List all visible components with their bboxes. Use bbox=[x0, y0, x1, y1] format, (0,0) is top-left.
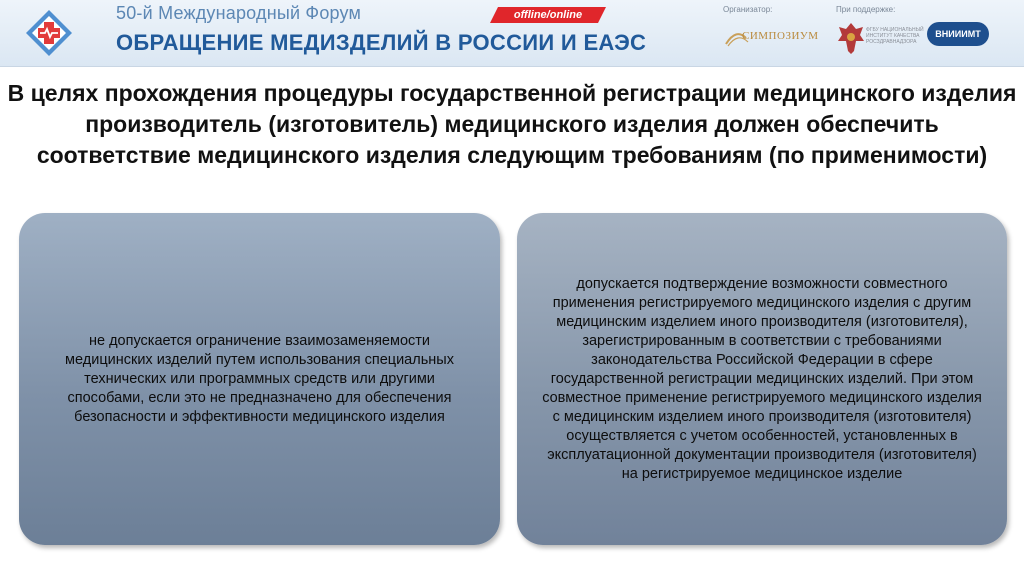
requirement-text-right: допускается подтверждение возможности совместного применения регистрируемого медицинского изделия с другим медицинским изделием иного производителя (изготовителя), зарегистрированным в соответствии с требованиями законодательства Российской Федерации в сфере государственной регистрации медицинских изделий. При этом совместное применение регистрируемого медицинского изделия с медицинским изделием иного производителя (изготовителя) осуществляется с учетом особенностей, установленных в эксплуатационной документации производителя (изготовителя) на регистрируемое медицинское изделие bbox=[542, 275, 982, 482]
requirement-text-left: не допускается ограничение взаимозаменяемости медицинских изделий путем использования специальных технических или программных средств или другими способами, если это не предназначено для обеспечения безопасности и эффективности медицинского изделия bbox=[65, 332, 454, 425]
offline-online-badge: offline/online bbox=[513, 9, 583, 21]
requirement-card-right bbox=[517, 213, 1007, 545]
organizer-label: Организатор: bbox=[723, 5, 773, 14]
forum-logo-icon bbox=[24, 8, 74, 58]
slide-title: В целях прохождения процедуры государственной регистрации медицинского изделия производитель (изготовитель) медицинского изделия должен обеспечить соответствие медицинского изделия следующим требованиям (по применимости) bbox=[7, 80, 1017, 168]
requirement-card-left bbox=[19, 213, 500, 545]
vniiimt-label: ВНИИИМТ bbox=[935, 29, 981, 39]
forum-number: 50-й Международный Форум bbox=[116, 3, 362, 23]
eagle-emblem-icon bbox=[836, 21, 866, 55]
institute-name: ФГБУ НАЦИОНАЛЬНЫЙ ИНСТИТУТ КАЧЕСТВА РОСЗДРАВНАДЗОРА bbox=[866, 27, 924, 45]
support-label: При поддержке: bbox=[836, 5, 896, 14]
organizer-name: СИМПОЗИУМ bbox=[742, 30, 819, 42]
forum-title: ОБРАЩЕНИЕ МЕДИЗДЕЛИЙ В РОССИИ И ЕАЭС bbox=[116, 30, 647, 55]
